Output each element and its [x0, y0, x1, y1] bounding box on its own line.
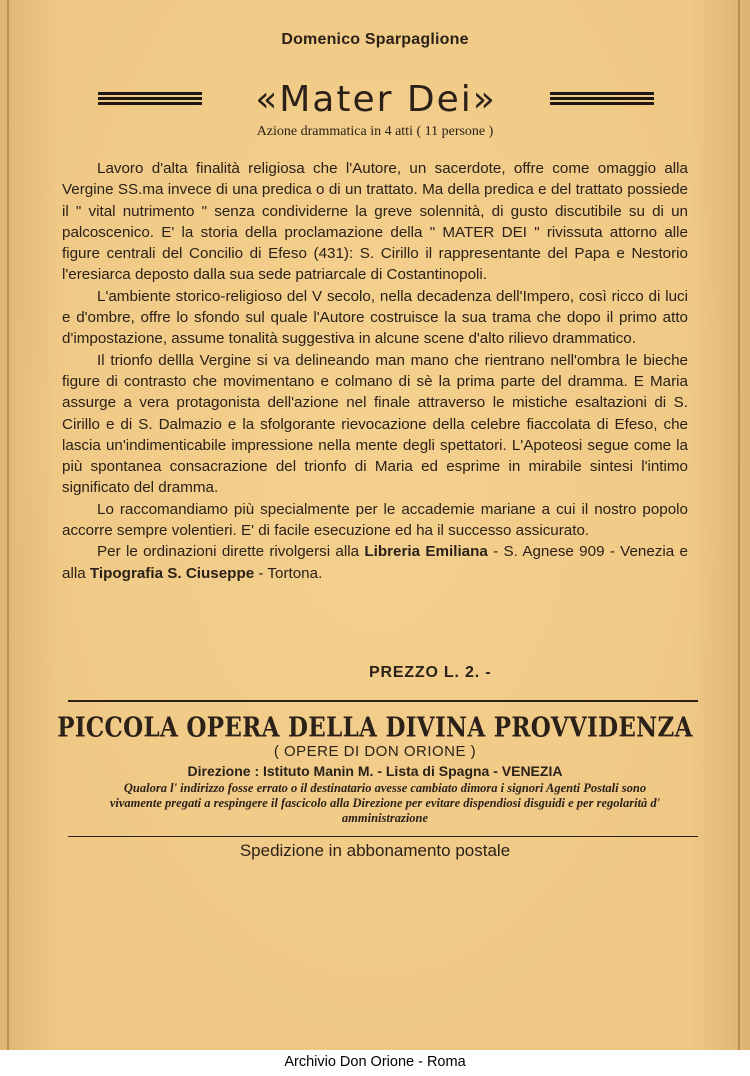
divider-bottom: [68, 836, 698, 837]
order-info: [62, 541, 688, 584]
paragraph-3: Il trionfo dellla Vergine si va delineando man mano che rientrano nell'ombra le bieche figure di contrasto che movimentano e colmano di sè la prima parte del dramma. E Maria assurge a vera protagonista dell'azione nel finale attraverso le mistiche esaltazioni di S. Cirillo e di S. Dalmazio e la sfolgorante rievocazione della celebre fiaccolata di Efeso, che lascia un'indimenticabile impressione nella mente degli spettatori. L'Apoteosi segue come la più spontanea consacrazione del trionfo di Maria ed esprime in mirabile sintesi l'intimo significato del dramma.: [62, 351, 688, 497]
shipping-note: Spedizione in abbonamento postale: [239, 841, 511, 860]
archive-footer: Archivio Don Orione - Roma: [284, 1054, 466, 1070]
price: PREZZO L. 2. -: [369, 664, 492, 681]
work-subtitle: Azione drammatica in 4 atti ( 11 persone ): [256, 124, 494, 139]
order-end: - Tortona.: [258, 564, 323, 582]
decorative-rule-right: [550, 92, 654, 105]
publisher-name: PICCOLA OPERA DELLA DIVINA PROVVIDENZA: [57, 711, 693, 744]
order-shop-2: Tipografia S. Ciuseppe: [89, 564, 255, 582]
publisher-subname: ( OPERE DI DON ORIONE ): [273, 743, 477, 760]
right-edge-shadow: [738, 0, 740, 1076]
order-shop-1: Libreria Emiliana: [364, 543, 488, 561]
publisher-direction: Direzione : Istituto Manin M. - Lista di Spagna - VENEZIA: [187, 763, 563, 779]
paragraph-4: Lo raccomandiamo più specialmente per le accademie mariane a cui il nostro popolo accorre sempre volentieri. E' di facile esecuzione ed ha il successo assicurato.: [62, 500, 688, 540]
order-middle: - S. Agnese 909 - Venezia e alla: [62, 543, 688, 582]
decorative-rule-left: [98, 92, 202, 105]
paragraph-2: L'ambiente storico-religioso del V secolo, nella decadenza dell'Impero, così ricco di luci e d'ombre, offre lo sfondo sul quale l'Autore costruisce la sua trama che dopo il primo atto d'impostazione, assume tonalità suggestiva in alcune scene d'alto rilievo drammatico.: [62, 287, 688, 348]
paragraph-1: Lavoro d'alta finalità religiosa che l'Autore, un sacerdote, offre come omaggio alla Vergine SS.ma invece di una predica o di un trattato. Ma della predica e del trattato possiede il " vital nutrimento " senza condividerne la greve solennità, di gusto discutibile su di un palcoscenico. E' la storia della proclamazione della " MATER DEI " rivissuta attorno alle figure centrali del Concilio di Efeso (431): S. Cirillo il rappresentante del Papa e Nestorio l'eresiarca deposto dalla sua sede patriarcale di Costantinopoli.: [62, 160, 688, 284]
order-intro: Per le ordinazioni dirette rivolgersi alla: [97, 543, 360, 561]
description-text: [62, 158, 688, 584]
left-edge-shadow: [7, 0, 9, 1076]
author-name: Domenico Sparpaglione: [281, 31, 469, 48]
postal-notice: Qualora l' indirizzo fosse errato o il destinatario avesse cambiato dimora i signori Agenti Postali sono vivamente pregati a respingere il fascicolo alla Direzione per evitare dispendiosi disguidi e per regolarità d' amministrazione: [109, 781, 661, 825]
work-title: «Mater Dei»: [255, 79, 497, 120]
divider-top: [68, 700, 698, 702]
title-row: [98, 78, 654, 124]
